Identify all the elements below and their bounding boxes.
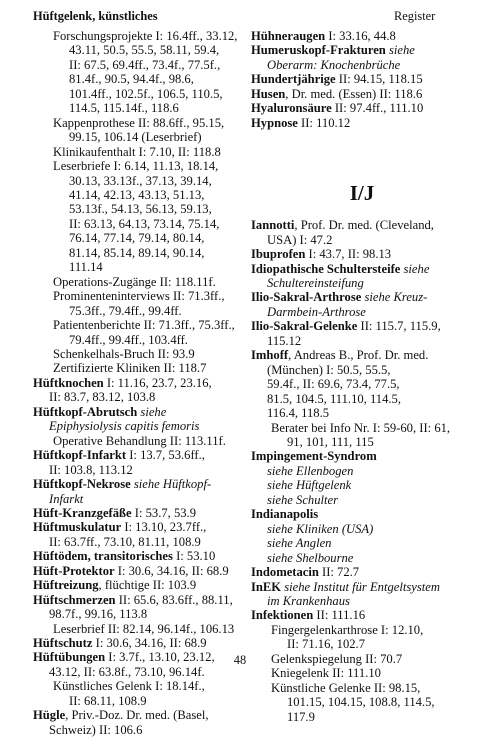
page-references: (München) I: 50.5, 55.5, <box>267 362 391 377</box>
index-entry <box>251 348 473 420</box>
index-subentry <box>33 159 245 275</box>
page-references: 98.7f., 99.16, 113.8 <box>49 607 148 622</box>
index-term: Husen <box>251 86 286 101</box>
page-references: I: 30.6, 34.16, II: 68.9 <box>92 636 207 651</box>
page-references: Patientenberichte II: 71.3ff., 75.3ff., <box>53 318 235 333</box>
index-entry <box>251 101 473 115</box>
index-entry <box>33 520 245 549</box>
index-line <box>33 520 245 534</box>
index-term: Hüftkopf-Abrutsch <box>33 404 138 419</box>
index-term: Idiopathische Schultersteife <box>251 261 401 276</box>
index-line <box>251 710 473 724</box>
page-references: I: 33.16, 44.8 <box>325 29 396 43</box>
index-line <box>251 623 473 637</box>
index-line <box>33 535 245 549</box>
page-references: Gelenkspiegelung II: 70.7 <box>271 651 403 666</box>
index-entry <box>251 116 473 130</box>
index-entry <box>251 262 473 291</box>
page-references: I: 3.7f., 13.10, 23.12, <box>105 650 215 665</box>
index-term: Infektionen <box>251 608 314 623</box>
page-references: 81.14, 85.14, 89.14, 90.14, <box>69 245 205 260</box>
page-references: Kappenprothese II: 88.6ff., 95.15, <box>53 115 225 130</box>
index-line <box>251 116 473 130</box>
index-line <box>33 448 245 462</box>
index-entry <box>251 218 473 247</box>
index-line <box>251 262 473 276</box>
index-term: Hundertjährige <box>251 72 336 87</box>
index-line <box>33 159 245 173</box>
index-line <box>33 318 245 332</box>
index-entry <box>251 580 473 609</box>
page-references: 117.9 <box>287 709 315 724</box>
cross-reference: siehe Ellenbogen <box>267 463 354 478</box>
page-references: I: 11.16, 23.7, 23.16, <box>103 375 212 390</box>
index-line <box>33 492 245 506</box>
page-references: USA) I: 47.2 <box>267 232 333 247</box>
index-subentry <box>33 679 245 708</box>
index-entry <box>251 608 473 622</box>
cross-reference: Epiphysiolysis capitis femoris <box>49 419 200 434</box>
index-line <box>251 218 473 232</box>
index-entry <box>251 247 473 261</box>
index-line <box>33 116 245 130</box>
index-line <box>33 347 245 361</box>
index-line <box>33 333 245 347</box>
index-subentry <box>33 116 245 145</box>
index-line <box>33 376 245 390</box>
index-term: Hüftmuskulatur <box>33 520 122 535</box>
index-entry <box>33 593 245 622</box>
cross-reference: Darmbein-Arthrose <box>267 304 366 319</box>
index-subentry <box>33 347 245 361</box>
page-references: II: 65.6, 83.6ff., 88.11, <box>115 592 233 607</box>
index-subentry <box>33 434 245 448</box>
index-term: Imhoff <box>251 348 289 363</box>
index-term: Hüftkopf-Infarkt <box>33 448 127 463</box>
page-references: Künstliches Gelenk I: 18.14f., <box>53 679 205 694</box>
page-references: Operative Behandlung II: 113.11f. <box>53 433 226 448</box>
page-references: , Priv.-Doz. Dr. med. (Basel, <box>65 708 209 723</box>
index-subentry <box>33 145 245 159</box>
index-line <box>33 43 245 57</box>
page-references: Zertifizierte Kliniken II: 118.7 <box>53 361 207 376</box>
index-subentry <box>251 421 473 450</box>
page-references: II: 72.7 <box>318 565 360 580</box>
page-references: Operations-Zugänge II: 118.11f. <box>53 274 216 289</box>
page-references: , Prof. Dr. med. (Cleveland, <box>294 218 434 233</box>
cross-reference: Schultereinsteifung <box>267 275 364 290</box>
page-references: 81.5, 104.5, 111.10, 114.5, <box>267 391 401 406</box>
index-line <box>251 666 473 680</box>
index-entry <box>251 565 473 579</box>
index-entry <box>33 636 245 650</box>
cross-reference: im Krankenhaus <box>267 593 350 608</box>
page-references: II: 115.7, 115.9, <box>357 319 441 334</box>
page-references: II: 68.11, 108.9 <box>69 693 147 708</box>
cross-reference: siehe <box>403 261 430 276</box>
page-references: , flüchtige II: 103.9 <box>98 578 197 593</box>
index-entry <box>33 506 245 520</box>
page-references: 43.12, II: 63.8f., 73.10, 96.14f. <box>49 664 205 679</box>
page-references: Schweiz) II: 106.6 <box>49 722 143 737</box>
index-line <box>251 449 473 463</box>
page-references: , Andreas B., Prof. Dr. med. <box>288 348 429 363</box>
index-line <box>33 564 245 578</box>
page-references: II: 83.7, 83.12, 103.8 <box>49 390 156 405</box>
index-term: Hüftödem, transitorisches <box>33 549 173 564</box>
index-column-right <box>251 29 473 724</box>
page-references: 43.11, 50.5, 55.5, 58.11, 59.4, <box>69 43 220 58</box>
index-group-h-continued <box>251 29 473 130</box>
index-entry <box>251 87 473 101</box>
index-entry <box>33 376 245 405</box>
index-line <box>33 506 245 520</box>
page-references: Fingergelenkarthrose I: 12.10, <box>271 622 424 637</box>
index-line <box>251 334 473 348</box>
index-entry <box>251 319 473 348</box>
index-term: Hüftschmerzen <box>33 592 116 607</box>
index-group-i-j <box>251 218 473 724</box>
index-line <box>251 363 473 377</box>
index-subentry <box>251 666 473 680</box>
index-term: Hüftknochen <box>33 375 104 390</box>
index-term: Hüftkopf-Nekrose <box>33 477 131 492</box>
page-references: 30.13, 33.13f., 37.13, 39.14, <box>69 173 212 188</box>
index-line <box>33 405 245 419</box>
cross-reference: siehe Schulter <box>267 492 338 507</box>
page-references: 114.5, 115.14f., 118.6 <box>69 101 179 116</box>
index-line <box>251 43 473 57</box>
index-line <box>251 233 473 247</box>
index-term: Hügle <box>33 708 66 723</box>
index-line <box>251 435 473 449</box>
index-line <box>251 594 473 608</box>
index-subentry <box>33 318 245 347</box>
index-line <box>251 392 473 406</box>
index-line <box>251 637 473 651</box>
page-references: 53.13f., 54.13, 56.13, 59.13, <box>69 202 212 217</box>
index-line <box>33 289 245 303</box>
cross-reference: siehe Hüftgelenk <box>267 478 352 493</box>
index-line <box>33 260 245 274</box>
index-line <box>33 72 245 86</box>
cross-reference: siehe <box>140 404 167 419</box>
index-line <box>33 463 245 477</box>
index-line <box>251 551 473 565</box>
page-references: II: 63.7ff., 73.10, 81.11, 108.9 <box>49 534 201 549</box>
index-line <box>33 636 245 650</box>
cross-reference: siehe Institut für Entgeltsystem <box>284 579 440 594</box>
page-references: II: 111.16 <box>313 608 366 623</box>
index-term: Ilio-Sakral-Arthrose <box>251 290 362 305</box>
index-term: Impingement-Syndrom <box>251 449 377 464</box>
index-term: Iannotti <box>251 218 295 233</box>
index-line <box>33 87 245 101</box>
index-line <box>251 348 473 362</box>
index-line <box>33 145 245 159</box>
index-line <box>33 202 245 216</box>
index-line <box>33 174 245 188</box>
index-line <box>251 464 473 478</box>
index-subentry <box>33 29 245 116</box>
section-gap <box>251 130 473 180</box>
index-line <box>251 247 473 261</box>
page-references: 79.4ff., 99.4ff., 103.4ff. <box>69 332 188 347</box>
index-term: Hüftschutz <box>33 636 93 651</box>
index-line <box>251 29 473 43</box>
cross-reference: Infarkt <box>49 491 84 506</box>
page-references: II: 71.16, 102.7 <box>287 637 366 652</box>
cross-reference: siehe Anglen <box>267 536 332 551</box>
index-line <box>251 101 473 115</box>
page-references: 99.15, 106.14 (Leserbrief) <box>69 130 202 145</box>
page-references: II: 97.4ff., 111.10 <box>331 101 424 116</box>
index-line <box>33 694 245 708</box>
index-term: Hüftübungen <box>33 650 106 665</box>
page-references: Künstliche Gelenke II: 98.15, <box>271 680 421 695</box>
page-references: Leserbriefe I: 6.14, 11.13, 18.14, <box>53 159 219 174</box>
index-line <box>33 723 245 737</box>
index-line <box>251 377 473 391</box>
page-references: II: 103.8, 113.12 <box>49 462 133 477</box>
index-term: InEK <box>251 579 282 594</box>
page-references: 116.4, 118.5 <box>267 406 330 421</box>
index-entry <box>33 477 245 506</box>
index-subentry <box>251 681 473 724</box>
index-line <box>33 390 245 404</box>
running-header-section: Register <box>394 9 436 23</box>
index-line <box>33 304 245 318</box>
page-references: 41.14, 42.13, 43.13, 51.13, <box>69 187 205 202</box>
page-references: 101.15, 104.15, 108.8, 114.5, <box>287 695 435 710</box>
index-entry <box>251 449 473 507</box>
page-references: II: 110.12 <box>297 115 351 130</box>
index-term: Humeruskopf-Frakturen <box>251 43 386 58</box>
index-line <box>33 246 245 260</box>
index-line <box>251 493 473 507</box>
index-subentry <box>33 289 245 318</box>
page-references: 76.14, 77.14, 79.14, 80.14, <box>69 231 205 246</box>
page-references: Leserbrief II: 82.14, 96.14f., 106.13 <box>53 621 235 636</box>
index-term: Hüft-Kranzgefäße <box>33 505 132 520</box>
page-references: 59.4f., II: 69.6, 73.4, 77.5, <box>267 377 400 392</box>
index-entry <box>251 507 473 565</box>
index-entry <box>251 29 473 43</box>
index-entry <box>33 708 245 737</box>
index-entry <box>33 549 245 563</box>
index-line <box>33 549 245 563</box>
index-line <box>251 72 473 86</box>
index-line <box>251 290 473 304</box>
index-line <box>33 419 245 433</box>
index-entry <box>33 448 245 477</box>
cross-reference: siehe Hüftkopf- <box>133 477 212 492</box>
page-references: , Dr. med. (Essen) II: 118.6 <box>285 86 423 101</box>
index-subentry <box>251 623 473 652</box>
index-entry <box>251 43 473 72</box>
index-line <box>33 622 245 636</box>
index-entry <box>251 290 473 319</box>
page-references: I: 43.7, II: 98.13 <box>305 247 392 262</box>
index-line <box>33 477 245 491</box>
index-line <box>251 695 473 709</box>
index-line <box>251 580 473 594</box>
page-references: Prominenteninterviews II: 71.3ff., <box>53 289 225 304</box>
index-line <box>251 522 473 536</box>
cross-reference: siehe Kliniken (USA) <box>267 521 374 536</box>
index-term: Hüftreizung <box>33 578 99 593</box>
page-references: Berater bei Info Nr. I: 59-60, II: 61, <box>271 420 451 435</box>
index-line <box>251 565 473 579</box>
page-references: Klinikaufenthalt I: 7.10, II: 118.8 <box>53 144 221 159</box>
index-subentry <box>33 361 245 375</box>
index-subentry <box>33 622 245 636</box>
index-term: Ilio-Sakral-Gelenke <box>251 319 358 334</box>
page-references: I: 30.6, 34.16, II: 68.9 <box>114 563 229 578</box>
index-line <box>251 478 473 492</box>
index-line <box>33 607 245 621</box>
page-references: I: 13.10, 23.7ff., <box>121 520 207 535</box>
index-line <box>33 275 245 289</box>
index-term: Hüft-Protektor <box>33 563 115 578</box>
page-references: II: 63.13, 64.13, 73.14, 75.14, <box>69 216 220 231</box>
index-line <box>33 578 245 592</box>
page-references: Kniegelenk II: 111.10 <box>271 666 381 681</box>
page-references: 101.4ff., 102.5f., 106.5, 110.5, <box>69 86 223 101</box>
index-entry <box>33 564 245 578</box>
index-line <box>251 87 473 101</box>
index-line <box>33 231 245 245</box>
index-line <box>251 608 473 622</box>
page-references: I: 53.10 <box>172 549 216 564</box>
index-term: Hyaluronsäure <box>251 101 332 116</box>
index-line <box>33 361 245 375</box>
index-line <box>251 507 473 521</box>
page-references: 111.14 <box>69 260 103 275</box>
index-line <box>251 406 473 420</box>
index-entry <box>251 72 473 86</box>
cross-reference: siehe Kreuz- <box>364 290 428 305</box>
index-line <box>251 305 473 319</box>
index-line <box>251 421 473 435</box>
page-references: 91, 101, 111, 115 <box>287 434 374 449</box>
section-heading: I/J <box>349 181 375 206</box>
page-references: I: 13.7, 53.6ff., <box>126 448 205 463</box>
index-line <box>251 58 473 72</box>
page-references: II: 67.5, 69.4ff., 73.4f., 77.5f., <box>69 57 221 72</box>
index-subentry <box>33 275 245 289</box>
index-line <box>33 434 245 448</box>
index-term: Indianapolis <box>251 507 319 522</box>
index-line <box>33 130 245 144</box>
index-term: Ibuprofen <box>251 247 306 262</box>
index-line <box>251 536 473 550</box>
index-line <box>33 593 245 607</box>
index-line <box>33 29 245 43</box>
page-references: II: 94.15, 118.15 <box>335 72 423 87</box>
page-references: Schenkelhals-Bruch II: 93.9 <box>53 346 195 361</box>
index-line <box>251 276 473 290</box>
index-term: Indometacin <box>251 565 319 580</box>
page-number: 48 <box>233 653 247 667</box>
index-column-left <box>33 29 245 737</box>
page-references: 81.4f., 90.5, 94.4f., 98.6, <box>69 72 194 87</box>
running-header-term: Hüftgelenk, künstliches <box>33 9 158 23</box>
index-line <box>33 217 245 231</box>
cross-reference: siehe Shelbourne <box>267 550 354 565</box>
index-term: Hypnose <box>251 115 298 130</box>
index-line <box>33 708 245 722</box>
page-references: 115.12 <box>267 333 302 348</box>
cross-reference: siehe <box>388 43 415 58</box>
index-line <box>33 679 245 693</box>
page-references: I: 53.7, 53.9 <box>131 505 197 520</box>
index-line <box>251 681 473 695</box>
cross-reference: Oberarm: Knochenbrüche <box>267 57 401 72</box>
index-entry <box>33 578 245 592</box>
index-term: Hühneraugen <box>251 29 326 43</box>
page-references: Forschungsprojekte I: 16.4ff., 33.12, <box>53 29 238 43</box>
index-line <box>33 101 245 115</box>
page-references: 75.3ff., 79.4ff., 99.4ff. <box>69 303 182 318</box>
index-line <box>33 188 245 202</box>
index-line <box>33 58 245 72</box>
index-line <box>251 319 473 333</box>
index-entry <box>33 405 245 434</box>
